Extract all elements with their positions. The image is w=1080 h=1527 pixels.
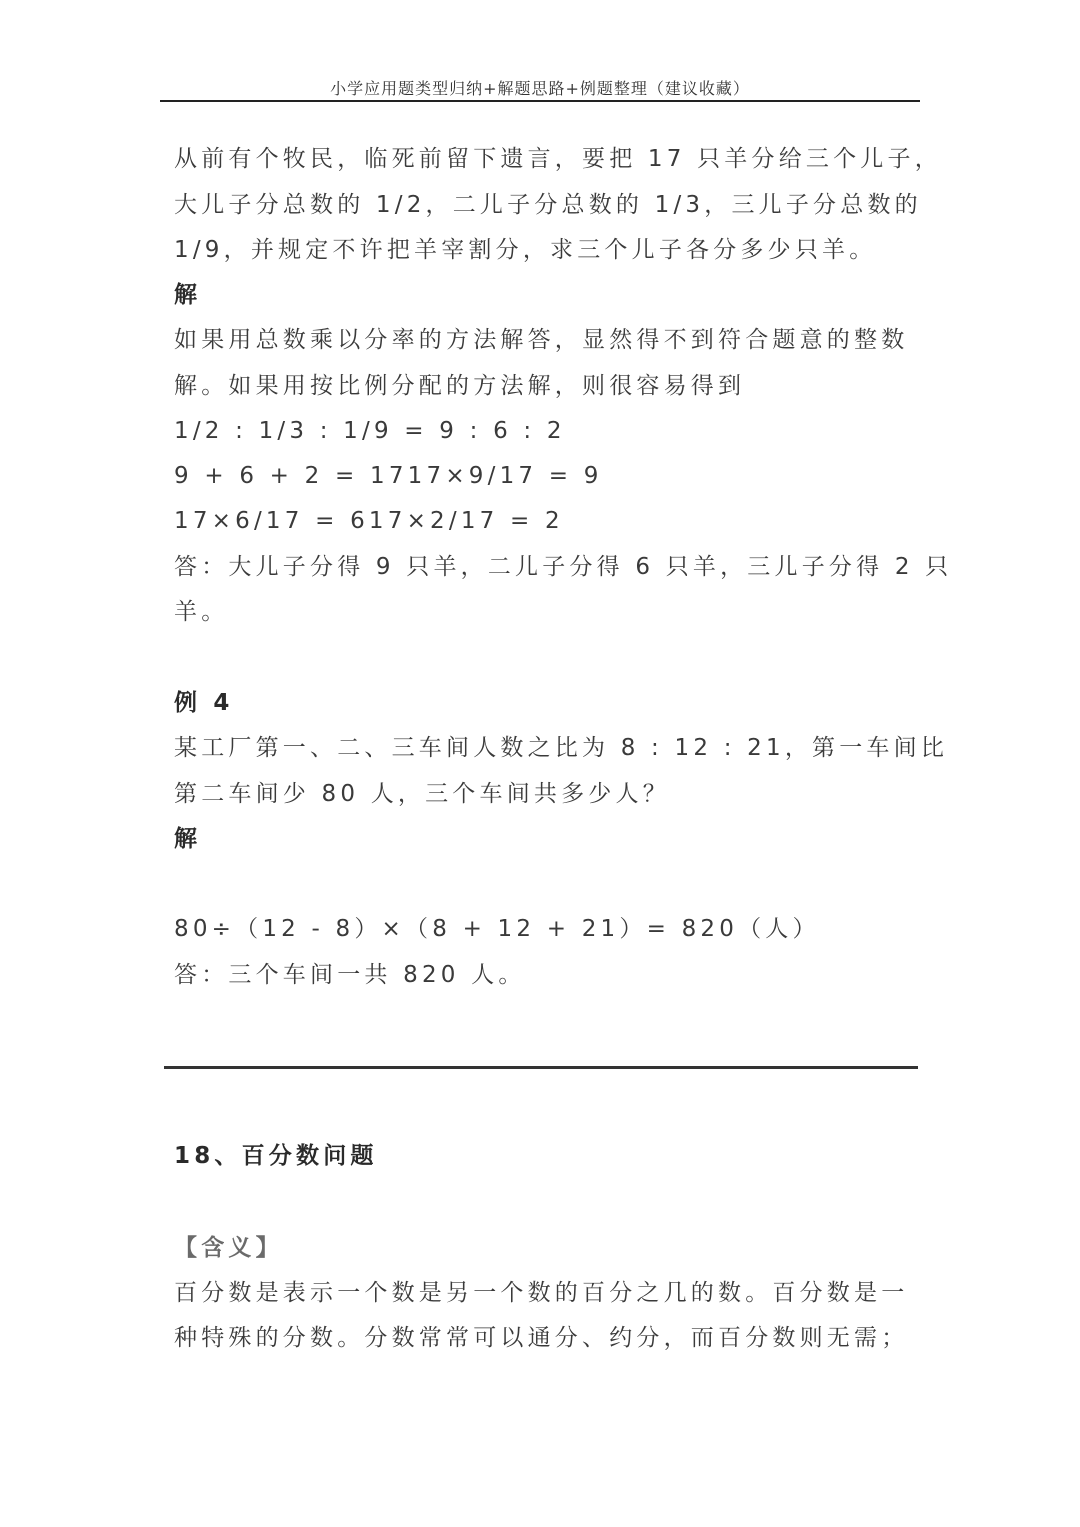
problem-line: 从前有个牧民，临死前留下遗言，要把 17 只羊分给三个儿子， — [174, 146, 942, 172]
header-divider — [160, 100, 920, 102]
problem-line: 某工厂第一、二、三车间人数之比为 8 : 12 : 21，第一车间比 — [174, 735, 949, 761]
equation-line: 17×6/17 = 617×2/17 = 2 — [174, 508, 564, 534]
solution-label: 解 — [174, 282, 202, 308]
answer-line: 答：大儿子分得 9 只羊，二儿子分得 6 只羊，三儿子分得 2 只 — [174, 554, 953, 580]
answer-line: 答：三个车间一共 820 人。 — [174, 962, 526, 988]
section-divider — [164, 1066, 918, 1069]
solution-label: 解 — [174, 826, 202, 852]
solution-line: 如果用总数乘以分率的方法解答，显然得不到符合题意的整数 — [174, 327, 909, 353]
equation-line: 1/2 : 1/3 : 1/9 = 9 : 6 : 2 — [174, 418, 566, 444]
problem-line: 第二车间少 80 人，三个车间共多少人？ — [174, 781, 670, 807]
problem-line: 大儿子分总数的 1/2，二儿子分总数的 1/3，三儿子分总数的 — [174, 192, 922, 218]
meaning-label: 【含义】 — [174, 1235, 283, 1261]
section-heading: 18、百分数问题 — [174, 1143, 378, 1169]
problem-line: 1/9，并规定不许把羊宰割分，求三个儿子各分多少只羊。 — [174, 237, 877, 263]
meaning-line: 百分数是表示一个数是另一个数的百分之几的数。百分数是一 — [174, 1280, 909, 1306]
document-title: 小学应用题类型归纳+解题思路+例题整理（建议收藏） — [330, 79, 750, 98]
example-label: 例 4 — [174, 690, 234, 716]
equation-line: 9 + 6 + 2 = 1717×9/17 = 9 — [174, 463, 603, 489]
meaning-line: 种特殊的分数。分数常常可以通分、约分，而百分数则无需； — [174, 1325, 909, 1351]
equation-line: 80÷（12 - 8）×（8 + 12 + 21）= 820（人） — [174, 916, 820, 942]
answer-line: 羊。 — [174, 599, 229, 625]
solution-line: 解。如果用按比例分配的方法解，则很容易得到 — [174, 373, 746, 399]
